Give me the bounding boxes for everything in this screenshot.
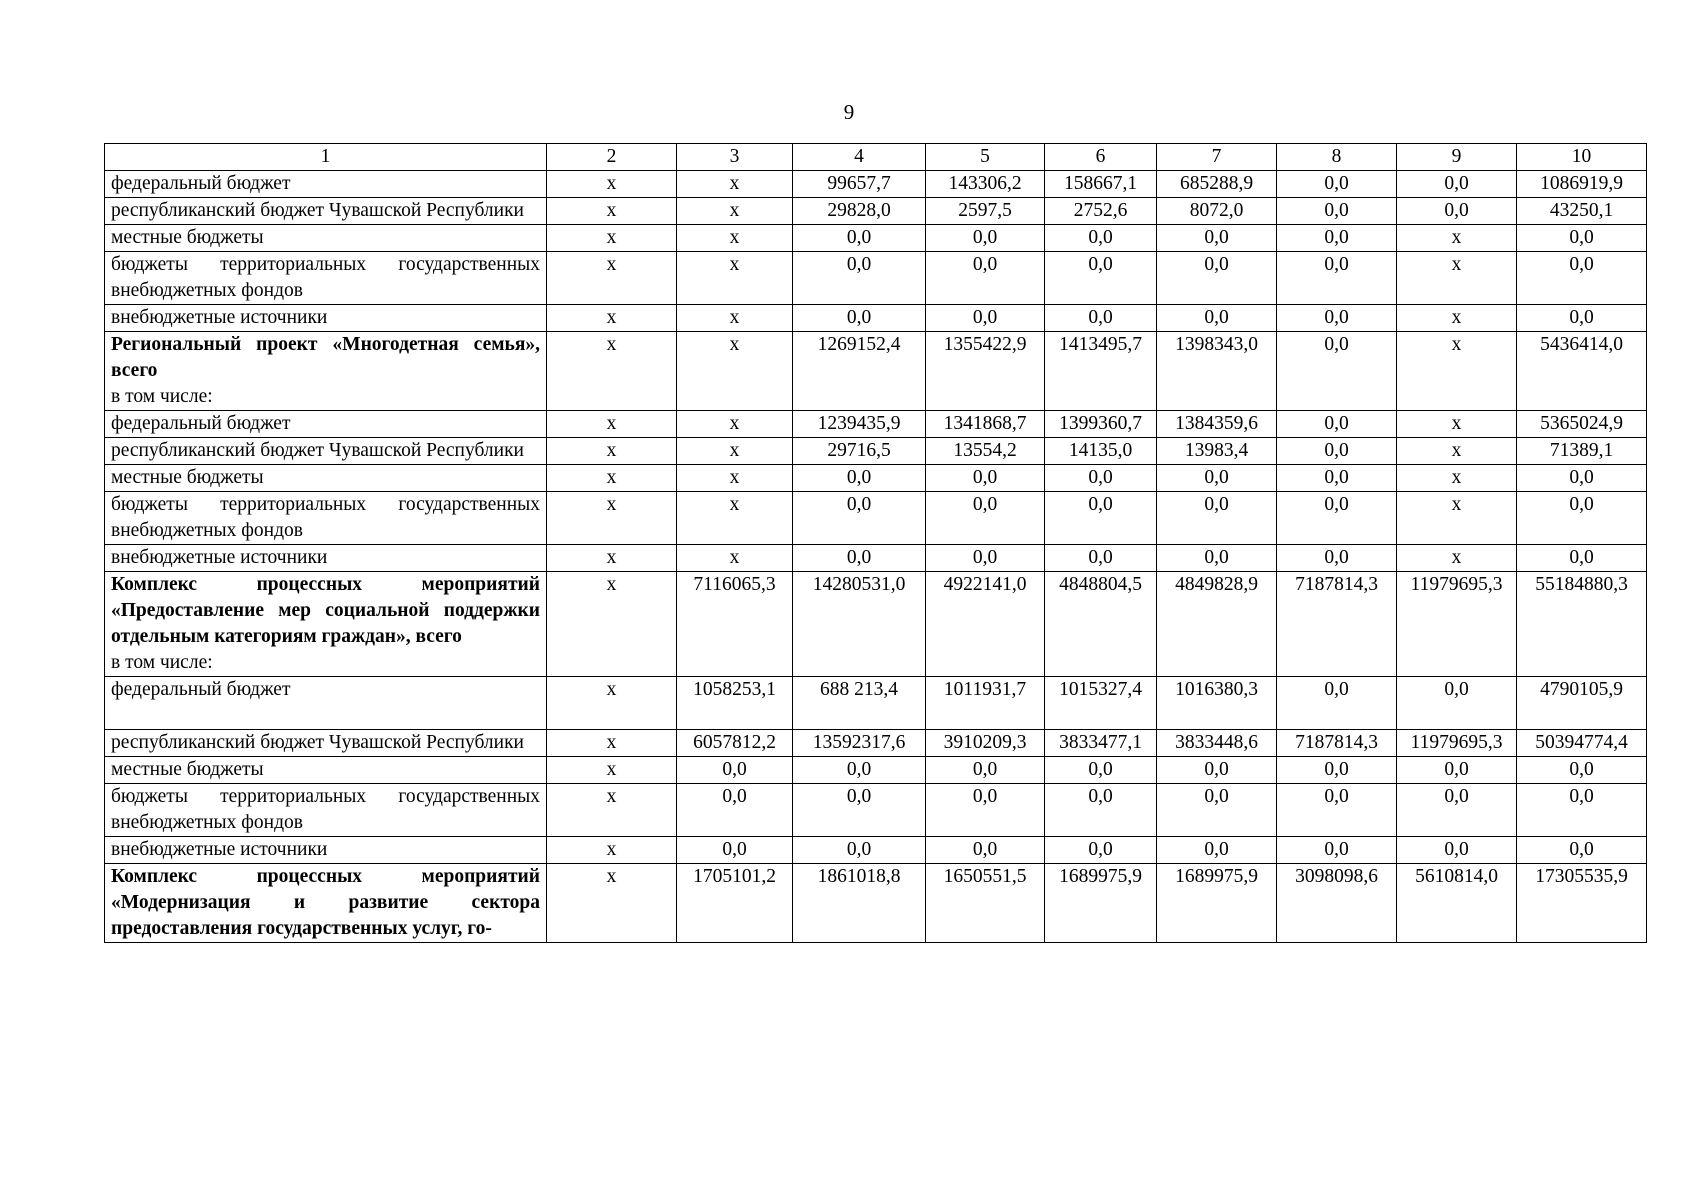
value-cell: 0,0 xyxy=(1157,465,1277,492)
value-cell: 158667,1 xyxy=(1045,171,1157,198)
column-number: 4 xyxy=(793,144,926,171)
row-label-cell xyxy=(105,252,547,305)
value-cell: х xyxy=(547,438,677,465)
value-cell: х xyxy=(1397,465,1517,492)
table-row xyxy=(105,837,1647,864)
row-sublabel: в том числе: xyxy=(111,652,213,673)
value-cell: 0,0 xyxy=(793,492,926,545)
value-cell: 13983,4 xyxy=(1157,438,1277,465)
value-cell: 1015327,4 xyxy=(1045,677,1157,730)
value-cell: х xyxy=(1397,225,1517,252)
value-cell: х xyxy=(547,545,677,572)
row-label-cell xyxy=(105,757,547,784)
row-label-cell xyxy=(105,545,547,572)
value-cell: х xyxy=(1397,252,1517,305)
value-cell: х xyxy=(547,837,677,864)
value-cell: 1058253,1 xyxy=(677,677,793,730)
value-cell: 0,0 xyxy=(1157,757,1277,784)
value-cell: 0,0 xyxy=(1045,545,1157,572)
column-number: 9 xyxy=(1397,144,1517,171)
value-cell: 0,0 xyxy=(793,252,926,305)
value-cell: х xyxy=(547,465,677,492)
row-label: бюджеты территориальных государственных внебюджетных фондов xyxy=(111,494,540,541)
value-cell: 5365024,9 xyxy=(1517,411,1647,438)
value-cell: 0,0 xyxy=(793,305,926,332)
value-cell: 1398343,0 xyxy=(1157,332,1277,411)
table-row xyxy=(105,784,1647,837)
value-cell: х xyxy=(677,252,793,305)
row-label: внебюджетные источники xyxy=(111,307,328,328)
value-cell: 143306,2 xyxy=(926,171,1045,198)
table-section-row xyxy=(105,864,1647,943)
value-cell: 0,0 xyxy=(926,757,1045,784)
value-cell: 0,0 xyxy=(1277,837,1397,864)
value-cell: 0,0 xyxy=(1517,305,1647,332)
value-cell: х xyxy=(677,305,793,332)
value-cell: 29828,0 xyxy=(793,198,926,225)
value-cell: 0,0 xyxy=(1045,757,1157,784)
value-cell: 0,0 xyxy=(1045,837,1157,864)
value-cell: 4849828,9 xyxy=(1157,572,1277,677)
value-cell: 13554,2 xyxy=(926,438,1045,465)
row-label: Комплекс процессных мероприятий «Модернизация и развитие сектора предоставления государственных услуг, го- xyxy=(111,866,540,939)
value-cell: х xyxy=(547,305,677,332)
value-cell: 0,0 xyxy=(1157,784,1277,837)
row-label: внебюджетные источники xyxy=(111,839,328,860)
value-cell: 2752,6 xyxy=(1045,198,1157,225)
table-row xyxy=(105,198,1647,225)
value-cell: х xyxy=(1397,411,1517,438)
value-cell: х xyxy=(677,332,793,411)
value-cell: 1861018,8 xyxy=(793,864,926,943)
page-number: 9 xyxy=(843,100,855,124)
value-cell: 1086919,9 xyxy=(1517,171,1647,198)
row-label-cell xyxy=(105,465,547,492)
value-cell: 0,0 xyxy=(926,545,1045,572)
value-cell: х xyxy=(677,492,793,545)
value-cell: 5610814,0 xyxy=(1397,864,1517,943)
column-number: 5 xyxy=(926,144,1045,171)
value-cell: 0,0 xyxy=(1277,332,1397,411)
value-cell: 0,0 xyxy=(1517,465,1647,492)
value-cell: 0,0 xyxy=(1045,492,1157,545)
budget-table xyxy=(104,143,1647,943)
value-cell: 0,0 xyxy=(1277,784,1397,837)
row-label-cell xyxy=(105,225,547,252)
value-cell: 0,0 xyxy=(793,465,926,492)
row-label-cell xyxy=(105,438,547,465)
value-cell: 0,0 xyxy=(1157,492,1277,545)
value-cell: 0,0 xyxy=(1277,198,1397,225)
value-cell: 2597,5 xyxy=(926,198,1045,225)
value-cell: 13592317,6 xyxy=(793,730,926,757)
value-cell: 0,0 xyxy=(793,837,926,864)
value-cell: х xyxy=(547,411,677,438)
row-label-cell xyxy=(105,864,547,943)
table-row xyxy=(105,411,1647,438)
value-cell: 0,0 xyxy=(1045,252,1157,305)
value-cell: 0,0 xyxy=(1517,784,1647,837)
value-cell: х xyxy=(547,225,677,252)
value-cell: 0,0 xyxy=(1517,545,1647,572)
value-cell: х xyxy=(547,171,677,198)
value-cell: 3833448,6 xyxy=(1157,730,1277,757)
value-cell: 0,0 xyxy=(1277,411,1397,438)
value-cell: 0,0 xyxy=(1517,492,1647,545)
value-cell: 0,0 xyxy=(793,757,926,784)
value-cell: 688 213,4 xyxy=(793,677,926,730)
row-sublabel: в том числе: xyxy=(111,386,213,407)
value-cell: 0,0 xyxy=(677,757,793,784)
row-label-cell xyxy=(105,492,547,545)
value-cell: 29716,5 xyxy=(793,438,926,465)
value-cell: х xyxy=(677,545,793,572)
table-row xyxy=(105,252,1647,305)
value-cell: 7187814,3 xyxy=(1277,730,1397,757)
value-cell: х xyxy=(677,438,793,465)
row-label-cell xyxy=(105,677,547,730)
value-cell: х xyxy=(1397,438,1517,465)
value-cell: 0,0 xyxy=(1045,465,1157,492)
table-row xyxy=(105,730,1647,757)
value-cell: х xyxy=(547,252,677,305)
value-cell: 3910209,3 xyxy=(926,730,1045,757)
value-cell: 0,0 xyxy=(1517,225,1647,252)
value-cell: х xyxy=(547,757,677,784)
value-cell: х xyxy=(677,171,793,198)
value-cell: 4790105,9 xyxy=(1517,677,1647,730)
value-cell: 0,0 xyxy=(926,837,1045,864)
value-cell: 0,0 xyxy=(1157,837,1277,864)
value-cell: х xyxy=(677,225,793,252)
value-cell: 14135,0 xyxy=(1045,438,1157,465)
value-cell: 1705101,2 xyxy=(677,864,793,943)
value-cell: 1239435,9 xyxy=(793,411,926,438)
value-cell: 0,0 xyxy=(926,492,1045,545)
value-cell: 0,0 xyxy=(677,784,793,837)
value-cell: 0,0 xyxy=(793,545,926,572)
value-cell: 0,0 xyxy=(1045,784,1157,837)
value-cell: х xyxy=(547,784,677,837)
column-number: 2 xyxy=(547,144,677,171)
value-cell: 1413495,7 xyxy=(1045,332,1157,411)
value-cell: 3833477,1 xyxy=(1045,730,1157,757)
value-cell: 0,0 xyxy=(1277,465,1397,492)
value-cell: 43250,1 xyxy=(1517,198,1647,225)
row-label-cell xyxy=(105,837,547,864)
value-cell: 17305535,9 xyxy=(1517,864,1647,943)
row-label: федеральный бюджет xyxy=(111,173,291,194)
value-cell: 1355422,9 xyxy=(926,332,1045,411)
value-cell: х xyxy=(1397,492,1517,545)
value-cell: 71389,1 xyxy=(1517,438,1647,465)
value-cell: 0,0 xyxy=(926,465,1045,492)
value-cell: 0,0 xyxy=(1397,784,1517,837)
value-cell: 685288,9 xyxy=(1157,171,1277,198)
column-number: 6 xyxy=(1045,144,1157,171)
row-label: федеральный бюджет xyxy=(111,679,291,700)
value-cell: 0,0 xyxy=(1517,837,1647,864)
value-cell: 0,0 xyxy=(1397,677,1517,730)
value-cell: 1399360,7 xyxy=(1045,411,1157,438)
column-number-row xyxy=(105,144,1647,171)
value-cell: х xyxy=(547,198,677,225)
table-row xyxy=(105,225,1647,252)
row-label-cell xyxy=(105,730,547,757)
value-cell: х xyxy=(547,864,677,943)
value-cell: 55184880,3 xyxy=(1517,572,1647,677)
value-cell: 1269152,4 xyxy=(793,332,926,411)
value-cell: 1689975,9 xyxy=(1157,864,1277,943)
value-cell: 0,0 xyxy=(1157,305,1277,332)
table-row xyxy=(105,438,1647,465)
value-cell: х xyxy=(1397,332,1517,411)
table-row xyxy=(105,305,1647,332)
value-cell: 0,0 xyxy=(926,225,1045,252)
value-cell: 0,0 xyxy=(1517,757,1647,784)
value-cell: 1650551,5 xyxy=(926,864,1045,943)
row-label-cell xyxy=(105,198,547,225)
value-cell: 5436414,0 xyxy=(1517,332,1647,411)
value-cell: 99657,7 xyxy=(793,171,926,198)
row-label-cell xyxy=(105,305,547,332)
value-cell: 0,0 xyxy=(926,784,1045,837)
value-cell: 1341868,7 xyxy=(926,411,1045,438)
value-cell: 0,0 xyxy=(793,225,926,252)
value-cell: х xyxy=(547,332,677,411)
value-cell: 14280531,0 xyxy=(793,572,926,677)
value-cell: х xyxy=(1397,545,1517,572)
value-cell: 0,0 xyxy=(1157,252,1277,305)
row-label: Комплекс процессных мероприятий «Предоставление мер социальной поддержки отдельным категориям граждан», всего xyxy=(111,574,540,647)
row-label-cell xyxy=(105,784,547,837)
value-cell: 7116065,3 xyxy=(677,572,793,677)
value-cell: 0,0 xyxy=(793,784,926,837)
column-number: 8 xyxy=(1277,144,1397,171)
table-section-row xyxy=(105,572,1647,677)
column-number: 10 xyxy=(1517,144,1647,171)
value-cell: 0,0 xyxy=(1397,171,1517,198)
value-cell: 50394774,4 xyxy=(1517,730,1647,757)
column-number: 7 xyxy=(1157,144,1277,171)
column-number: 1 xyxy=(105,144,547,171)
row-label: местные бюджеты xyxy=(111,467,264,488)
value-cell: 0,0 xyxy=(1397,198,1517,225)
value-cell: 0,0 xyxy=(1157,225,1277,252)
value-cell: 1011931,7 xyxy=(926,677,1045,730)
row-label: республиканский бюджет Чувашской Республики xyxy=(111,200,524,221)
row-label-cell xyxy=(105,171,547,198)
row-label-cell xyxy=(105,411,547,438)
value-cell: х xyxy=(547,730,677,757)
value-cell: 0,0 xyxy=(1045,305,1157,332)
value-cell: 6057812,2 xyxy=(677,730,793,757)
value-cell: х xyxy=(547,572,677,677)
value-cell: 11979695,3 xyxy=(1397,572,1517,677)
table-row xyxy=(105,757,1647,784)
value-cell: 0,0 xyxy=(1277,492,1397,545)
row-label: Региональный проект «Многодетная семья», всего xyxy=(111,334,540,381)
value-cell: х xyxy=(677,411,793,438)
row-label: бюджеты территориальных государственных внебюджетных фондов xyxy=(111,786,540,833)
value-cell: 1689975,9 xyxy=(1045,864,1157,943)
value-cell: 7187814,3 xyxy=(1277,572,1397,677)
table-row xyxy=(105,465,1647,492)
value-cell: 0,0 xyxy=(1045,225,1157,252)
value-cell: 0,0 xyxy=(1397,757,1517,784)
table-row xyxy=(105,677,1647,730)
value-cell: 1016380,3 xyxy=(1157,677,1277,730)
value-cell: 0,0 xyxy=(1277,757,1397,784)
value-cell: 0,0 xyxy=(1277,545,1397,572)
value-cell: 0,0 xyxy=(1277,225,1397,252)
value-cell: 0,0 xyxy=(926,305,1045,332)
value-cell: х xyxy=(547,492,677,545)
value-cell: х xyxy=(547,677,677,730)
value-cell: 0,0 xyxy=(1277,438,1397,465)
value-cell: 1384359,6 xyxy=(1157,411,1277,438)
table-row xyxy=(105,171,1647,198)
table-row xyxy=(105,492,1647,545)
row-label: федеральный бюджет xyxy=(111,413,291,434)
value-cell: х xyxy=(1397,305,1517,332)
value-cell: х xyxy=(677,465,793,492)
value-cell: 0,0 xyxy=(1157,545,1277,572)
value-cell: 0,0 xyxy=(677,837,793,864)
value-cell: 0,0 xyxy=(1277,252,1397,305)
row-label: республиканский бюджет Чувашской Республики xyxy=(111,440,524,461)
row-label: внебюджетные источники xyxy=(111,547,328,568)
value-cell: 0,0 xyxy=(1277,305,1397,332)
value-cell: 11979695,3 xyxy=(1397,730,1517,757)
column-number: 3 xyxy=(677,144,793,171)
value-cell: х xyxy=(677,198,793,225)
row-label: местные бюджеты xyxy=(111,227,264,248)
row-label-cell xyxy=(105,572,547,677)
row-label-cell xyxy=(105,332,547,411)
value-cell: 0,0 xyxy=(1517,252,1647,305)
row-label: республиканский бюджет Чувашской Республики xyxy=(111,732,524,753)
row-label: местные бюджеты xyxy=(111,759,264,780)
value-cell: 0,0 xyxy=(1397,837,1517,864)
value-cell: 0,0 xyxy=(1277,677,1397,730)
table-section-row xyxy=(105,332,1647,411)
value-cell: 4922141,0 xyxy=(926,572,1045,677)
value-cell: 4848804,5 xyxy=(1045,572,1157,677)
value-cell: 3098098,6 xyxy=(1277,864,1397,943)
value-cell: 0,0 xyxy=(1277,171,1397,198)
value-cell: 8072,0 xyxy=(1157,198,1277,225)
value-cell: 0,0 xyxy=(926,252,1045,305)
table-row xyxy=(105,545,1647,572)
row-label: бюджеты территориальных государственных внебюджетных фондов xyxy=(111,254,540,301)
